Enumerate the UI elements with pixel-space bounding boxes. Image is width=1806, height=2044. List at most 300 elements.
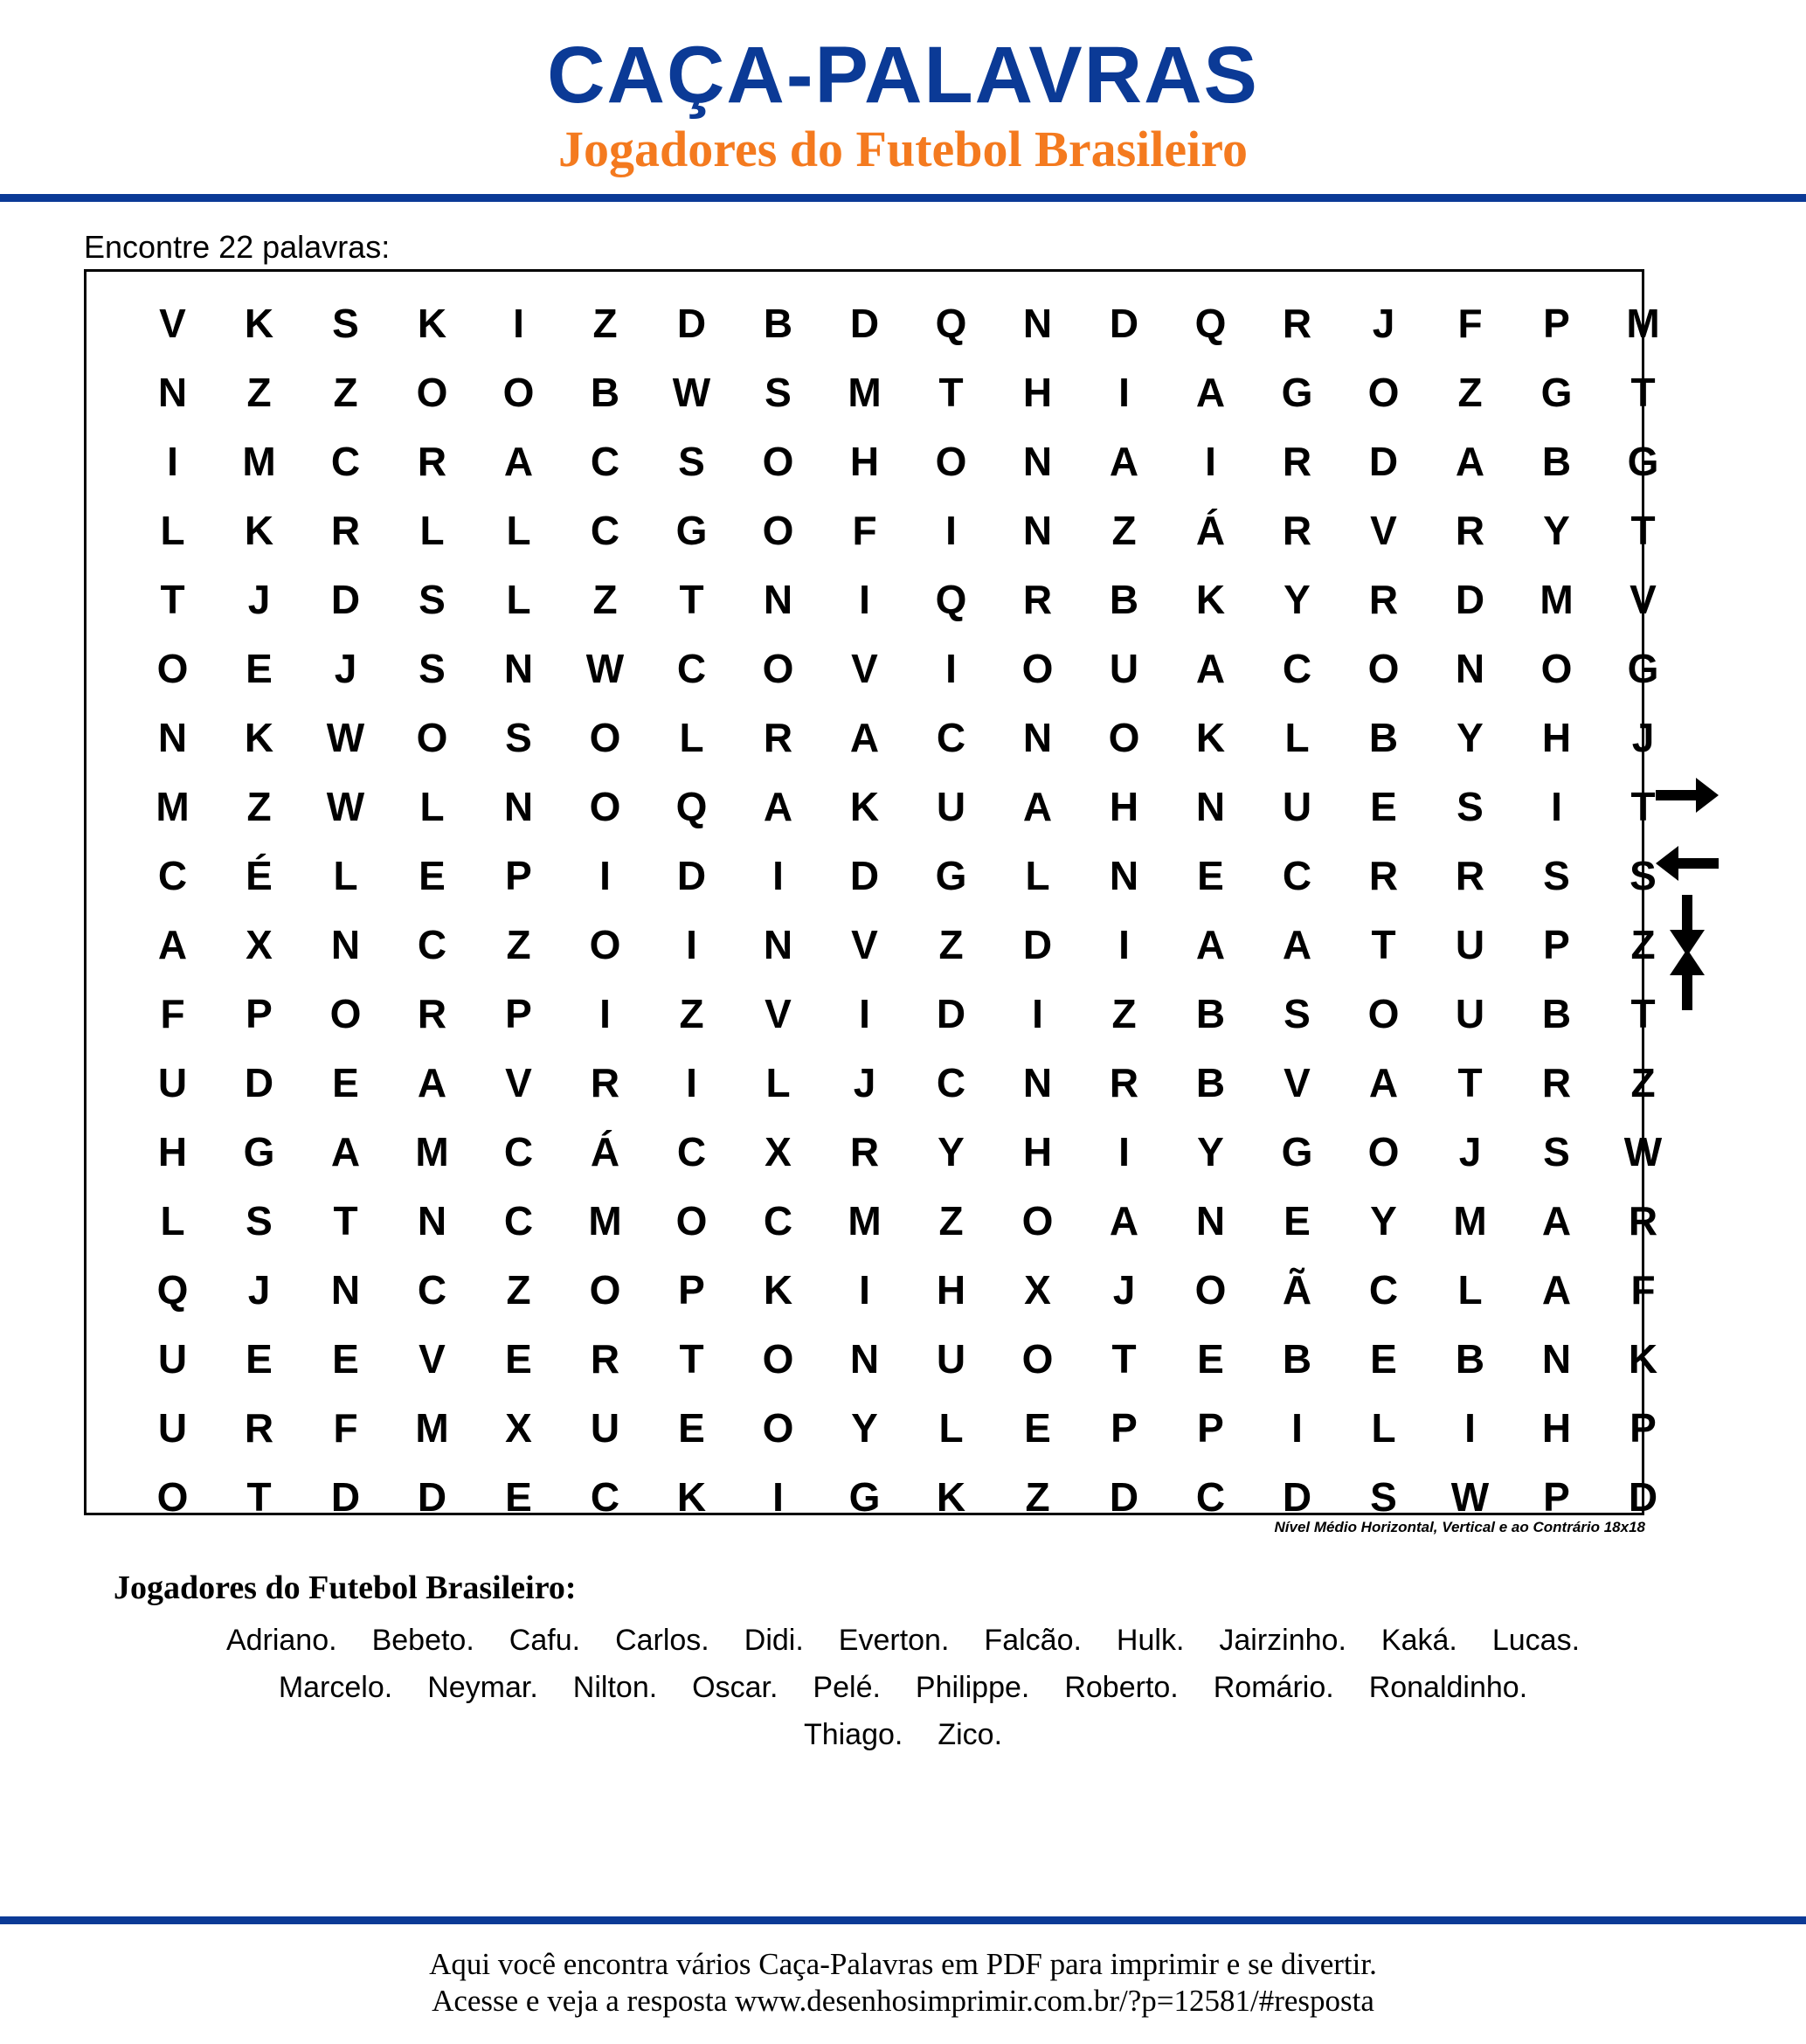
grid-letter[interactable]: V [851, 921, 878, 967]
grid-letter[interactable]: T [1630, 369, 1656, 415]
grid-letter[interactable]: N [1455, 645, 1485, 691]
grid-letter[interactable]: E [678, 1404, 705, 1451]
grid-letter[interactable]: A [1455, 438, 1485, 484]
grid-letter[interactable]: U [1455, 990, 1485, 1036]
grid-letter[interactable]: L [1371, 1404, 1396, 1451]
grid-letter[interactable]: B [1282, 1335, 1312, 1382]
grid-letter[interactable]: Y [938, 1128, 965, 1174]
grid-letter[interactable]: P [505, 990, 532, 1036]
grid-letter[interactable]: W [326, 783, 365, 829]
grid-letter[interactable]: V [1284, 1059, 1311, 1105]
grid-letter[interactable]: O [502, 369, 535, 415]
grid-letter[interactable]: H [849, 438, 880, 484]
grid-letter[interactable]: R [849, 1128, 880, 1174]
grid-letter[interactable]: D [330, 576, 361, 622]
grid-letter[interactable]: Q [156, 1266, 189, 1313]
grid-letter[interactable]: T [938, 369, 964, 415]
grid-letter[interactable]: J [1112, 1266, 1136, 1313]
grid-letter[interactable]: S [1543, 852, 1570, 898]
grid-letter[interactable]: O [1367, 990, 1400, 1036]
grid-letter[interactable]: C [590, 1473, 620, 1520]
grid-letter[interactable]: O [935, 438, 967, 484]
grid-letter[interactable]: A [503, 438, 534, 484]
grid-letter[interactable]: S [1370, 1473, 1397, 1520]
grid-letter[interactable]: R [1368, 576, 1399, 622]
grid-letter[interactable]: C [763, 1197, 793, 1244]
grid-letter[interactable]: C [1195, 1473, 1226, 1520]
grid-letter[interactable]: I [1118, 921, 1130, 967]
grid-letter[interactable]: X [246, 921, 273, 967]
grid-letter[interactable]: Y [1284, 576, 1311, 622]
grid-letter[interactable]: N [1022, 438, 1053, 484]
grid-letter[interactable]: C [590, 438, 620, 484]
grid-letter[interactable]: A [1109, 1197, 1139, 1244]
grid-letter[interactable]: A [1282, 921, 1312, 967]
grid-letter[interactable]: S [419, 645, 446, 691]
grid-letter[interactable]: A [1195, 921, 1226, 967]
grid-letter[interactable]: C [503, 1197, 534, 1244]
grid-letter[interactable]: N [330, 1266, 361, 1313]
grid-letter[interactable]: N [157, 369, 188, 415]
grid-letter[interactable]: I [859, 576, 870, 622]
grid-letter[interactable]: C [417, 1266, 447, 1313]
grid-letter[interactable]: J [334, 645, 357, 691]
grid-letter[interactable]: Z [679, 990, 704, 1036]
grid-letter[interactable]: T [1457, 1059, 1483, 1105]
grid-letter[interactable]: S [765, 369, 792, 415]
grid-letter[interactable]: O [589, 921, 621, 967]
grid-letter[interactable]: C [503, 1128, 534, 1174]
grid-letter[interactable]: N [849, 1335, 880, 1382]
grid-letter[interactable]: X [765, 1128, 792, 1174]
grid-letter[interactable]: I [599, 852, 611, 898]
grid-letter[interactable]: R [1541, 1059, 1572, 1105]
grid-letter[interactable]: T [160, 576, 185, 622]
grid-letter[interactable]: I [1205, 438, 1216, 484]
grid-letter[interactable]: V [419, 1335, 446, 1382]
grid-letter[interactable]: E [1370, 783, 1397, 829]
grid-letter[interactable]: U [936, 783, 966, 829]
grid-letter[interactable]: D [330, 1473, 361, 1520]
grid-letter[interactable]: D [1022, 921, 1053, 967]
grid-letter[interactable]: I [686, 1059, 697, 1105]
grid-letter[interactable]: C [936, 714, 966, 760]
grid-letter[interactable]: G [935, 852, 967, 898]
grid-letter[interactable]: O [589, 783, 621, 829]
grid-letter[interactable]: R [330, 507, 361, 553]
grid-letter[interactable]: A [1195, 369, 1226, 415]
grid-letter[interactable]: O [1540, 645, 1573, 691]
grid-letter[interactable]: O [1108, 714, 1140, 760]
grid-letter[interactable]: A [1541, 1197, 1572, 1244]
grid-letter[interactable]: K [1195, 714, 1226, 760]
grid-letter[interactable]: H [1541, 714, 1572, 760]
grid-letter[interactable]: S [419, 576, 446, 622]
grid-letter[interactable]: A [1195, 645, 1226, 691]
grid-letter[interactable]: J [853, 1059, 876, 1105]
grid-letter[interactable]: K [417, 300, 447, 346]
grid-letter[interactable]: O [589, 1266, 621, 1313]
grid-letter[interactable]: Q [935, 576, 967, 622]
grid-letter[interactable]: N [1109, 852, 1139, 898]
grid-letter[interactable]: H [157, 1128, 188, 1174]
grid-letter[interactable]: A [157, 921, 188, 967]
grid-letter[interactable]: C [676, 645, 707, 691]
grid-letter[interactable]: Z [592, 300, 618, 346]
grid-letter[interactable]: I [945, 507, 957, 553]
grid-letter[interactable]: R [1282, 300, 1312, 346]
grid-letter[interactable]: Z [506, 1266, 531, 1313]
grid-letter[interactable]: N [1022, 714, 1053, 760]
grid-letter[interactable]: S [246, 1197, 273, 1244]
grid-letter[interactable]: R [1455, 852, 1485, 898]
grid-letter[interactable]: O [156, 645, 189, 691]
grid-letter[interactable]: R [244, 1404, 274, 1451]
grid-letter[interactable]: J [247, 1266, 271, 1313]
grid-letter[interactable]: E [505, 1335, 532, 1382]
grid-letter[interactable]: C [590, 507, 620, 553]
grid-letter[interactable]: Z [1457, 369, 1483, 415]
grid-letter[interactable]: A [849, 714, 880, 760]
grid-letter[interactable]: K [936, 1473, 966, 1520]
grid-letter[interactable]: G [1627, 438, 1659, 484]
grid-letter[interactable]: Ã [1282, 1266, 1312, 1313]
grid-letter[interactable]: A [763, 783, 793, 829]
grid-letter[interactable]: H [1022, 369, 1053, 415]
grid-letter[interactable]: V [505, 1059, 532, 1105]
grid-letter[interactable]: T [246, 1473, 272, 1520]
grid-letter[interactable]: V [1370, 507, 1397, 553]
grid-letter[interactable]: J [247, 576, 271, 622]
grid-letter[interactable]: Z [246, 783, 272, 829]
grid-letter[interactable]: C [417, 921, 447, 967]
grid-letter[interactable]: L [333, 852, 358, 898]
grid-letter[interactable]: M [848, 1197, 882, 1244]
grid-letter[interactable]: M [1626, 300, 1660, 346]
grid-letter[interactable]: Y [1543, 507, 1570, 553]
grid-letter[interactable]: O [416, 714, 448, 760]
grid-letter[interactable]: L [160, 1197, 185, 1244]
grid-letter[interactable]: U [157, 1335, 188, 1382]
grid-letter[interactable]: W [585, 645, 625, 691]
grid-letter[interactable]: E [1197, 1335, 1224, 1382]
grid-letter[interactable]: N [503, 645, 534, 691]
grid-letter[interactable]: M [156, 783, 190, 829]
grid-letter[interactable]: Á [590, 1128, 620, 1174]
grid-letter[interactable]: K [244, 714, 274, 760]
grid-letter[interactable]: D [417, 1473, 447, 1520]
grid-letter[interactable]: M [588, 1197, 622, 1244]
grid-letter[interactable]: L [506, 576, 531, 622]
grid-letter[interactable]: L [1025, 852, 1050, 898]
grid-letter[interactable]: N [1195, 783, 1226, 829]
grid-letter[interactable]: F [333, 1404, 358, 1451]
grid-letter[interactable]: U [1455, 921, 1485, 967]
grid-letter[interactable]: M [242, 438, 276, 484]
grid-letter[interactable]: Z [333, 369, 358, 415]
grid-letter[interactable]: U [157, 1404, 188, 1451]
grid-letter[interactable]: J [1631, 714, 1655, 760]
grid-letter[interactable]: C [157, 852, 188, 898]
grid-letter[interactable]: R [1282, 438, 1312, 484]
grid-letter[interactable]: É [246, 852, 273, 898]
grid-letter[interactable]: G [1281, 369, 1313, 415]
grid-letter[interactable]: B [1541, 438, 1572, 484]
grid-letter[interactable]: O [1367, 1128, 1400, 1174]
grid-letter[interactable]: Z [1630, 921, 1656, 967]
grid-letter[interactable]: F [852, 507, 877, 553]
grid-letter[interactable]: I [859, 990, 870, 1036]
grid-letter[interactable]: N [1195, 1197, 1226, 1244]
grid-letter[interactable]: R [1282, 507, 1312, 553]
grid-letter[interactable]: B [1195, 990, 1226, 1036]
grid-letter[interactable]: I [1291, 1404, 1303, 1451]
grid-letter[interactable]: J [1458, 1128, 1482, 1174]
grid-letter[interactable]: L [1457, 1266, 1483, 1313]
grid-letter[interactable]: Z [506, 921, 531, 967]
grid-letter[interactable]: K [244, 507, 274, 553]
grid-letter[interactable]: I [1032, 990, 1043, 1036]
grid-letter[interactable]: R [1022, 576, 1053, 622]
grid-letter[interactable]: O [675, 1197, 708, 1244]
grid-letter[interactable]: T [1630, 783, 1656, 829]
grid-letter[interactable]: G [243, 1128, 275, 1174]
grid-letter[interactable]: Z [938, 921, 964, 967]
grid-letter[interactable]: T [333, 1197, 358, 1244]
grid-letter[interactable]: K [849, 783, 880, 829]
grid-letter[interactable]: O [1021, 1335, 1054, 1382]
grid-letter[interactable]: E [1284, 1197, 1311, 1244]
grid-letter[interactable]: E [1197, 852, 1224, 898]
grid-letter[interactable]: K [763, 1266, 793, 1313]
grid-letter[interactable]: M [415, 1128, 449, 1174]
grid-letter[interactable]: Z [1111, 990, 1137, 1036]
grid-letter[interactable]: E [332, 1335, 359, 1382]
grid-letter[interactable]: M [1453, 1197, 1487, 1244]
grid-letter[interactable]: I [1464, 1404, 1476, 1451]
grid-letter[interactable]: I [772, 852, 784, 898]
grid-letter[interactable]: O [762, 507, 794, 553]
grid-letter[interactable]: R [1455, 507, 1485, 553]
grid-letter[interactable]: L [938, 1404, 964, 1451]
grid-letter[interactable]: U [1282, 783, 1312, 829]
grid-letter[interactable]: N [417, 1197, 447, 1244]
grid-letter[interactable]: R [1368, 852, 1399, 898]
grid-letter[interactable]: G [1540, 369, 1573, 415]
grid-letter[interactable]: T [1111, 1335, 1137, 1382]
grid-letter[interactable]: T [1371, 921, 1396, 967]
grid-letter[interactable]: Y [1197, 1128, 1224, 1174]
grid-letter[interactable]: C [330, 438, 361, 484]
grid-letter[interactable]: O [762, 1335, 794, 1382]
grid-letter[interactable]: W [326, 714, 365, 760]
grid-letter[interactable]: N [1022, 1059, 1053, 1105]
grid-letter[interactable]: L [1284, 714, 1310, 760]
grid-letter[interactable]: O [329, 990, 362, 1036]
grid-letter[interactable]: P [1111, 1404, 1138, 1451]
grid-letter[interactable]: S [1630, 852, 1657, 898]
grid-letter[interactable]: T [679, 1335, 704, 1382]
grid-letter[interactable]: W [672, 369, 711, 415]
grid-letter[interactable]: V [159, 300, 186, 346]
grid-letter[interactable]: M [848, 369, 882, 415]
grid-letter[interactable]: R [417, 990, 447, 1036]
grid-letter[interactable]: R [1628, 1197, 1658, 1244]
grid-letter[interactable]: T [679, 576, 704, 622]
grid-letter[interactable]: Z [1111, 507, 1137, 553]
grid-letter[interactable]: D [936, 990, 966, 1036]
grid-letter[interactable]: O [1021, 645, 1054, 691]
grid-letter[interactable]: I [599, 990, 611, 1036]
grid-letter[interactable]: Q [1194, 300, 1227, 346]
grid-letter[interactable]: S [1457, 783, 1484, 829]
grid-letter[interactable]: P [678, 1266, 705, 1313]
grid-letter[interactable]: V [851, 645, 878, 691]
grid-letter[interactable]: I [1551, 783, 1562, 829]
grid-letter[interactable]: Á [1195, 507, 1226, 553]
grid-letter[interactable]: E [332, 1059, 359, 1105]
grid-letter[interactable]: Z [938, 1197, 964, 1244]
grid-letter[interactable]: D [849, 852, 880, 898]
grid-letter[interactable]: N [503, 783, 534, 829]
grid-letter[interactable]: I [686, 921, 697, 967]
grid-letter[interactable]: Z [1630, 1059, 1656, 1105]
grid-letter[interactable]: B [1455, 1335, 1485, 1382]
grid-letter[interactable]: O [762, 438, 794, 484]
grid-letter[interactable]: B [590, 369, 620, 415]
grid-letter[interactable]: I [945, 645, 957, 691]
grid-letter[interactable]: N [1022, 300, 1053, 346]
grid-letter[interactable]: F [160, 990, 185, 1036]
grid-letter[interactable]: V [1630, 576, 1657, 622]
grid-letter[interactable]: G [1281, 1128, 1313, 1174]
grid-letter[interactable]: L [765, 1059, 791, 1105]
grid-letter[interactable]: H [936, 1266, 966, 1313]
grid-letter[interactable]: P [1543, 300, 1570, 346]
grid-letter[interactable]: S [332, 300, 359, 346]
grid-letter[interactable]: H [1022, 1128, 1053, 1174]
grid-letter[interactable]: G [848, 1473, 881, 1520]
grid-letter[interactable]: X [1024, 1266, 1051, 1313]
grid-letter[interactable]: B [763, 300, 793, 346]
grid-letter[interactable]: E [419, 852, 446, 898]
grid-letter[interactable]: U [1109, 645, 1139, 691]
grid-letter[interactable]: R [763, 714, 793, 760]
grid-letter[interactable]: K [1195, 576, 1226, 622]
grid-letter[interactable]: Z [1025, 1473, 1050, 1520]
grid-letter[interactable]: T [1630, 507, 1656, 553]
grid-letter[interactable]: Z [246, 369, 272, 415]
grid-letter[interactable]: F [1630, 1266, 1656, 1313]
grid-letter[interactable]: M [415, 1404, 449, 1451]
grid-letter[interactable]: L [419, 507, 445, 553]
grid-letter[interactable]: R [590, 1335, 620, 1382]
grid-letter[interactable]: A [1368, 1059, 1399, 1105]
grid-letter[interactable]: F [1457, 300, 1483, 346]
grid-letter[interactable]: P [1630, 1404, 1657, 1451]
grid-letter[interactable]: B [1195, 1059, 1226, 1105]
grid-letter[interactable]: I [167, 438, 178, 484]
grid-letter[interactable]: C [936, 1059, 966, 1105]
grid-letter[interactable]: O [156, 1473, 189, 1520]
grid-letter[interactable]: K [1628, 1335, 1658, 1382]
grid-letter[interactable]: D [849, 300, 880, 346]
grid-letter[interactable]: O [762, 645, 794, 691]
grid-letter[interactable]: U [936, 1335, 966, 1382]
grid-letter[interactable]: S [1543, 1128, 1570, 1174]
grid-letter[interactable]: X [505, 1404, 532, 1451]
grid-letter[interactable]: S [678, 438, 705, 484]
grid-letter[interactable]: N [1541, 1335, 1572, 1382]
grid-letter[interactable]: O [1367, 369, 1400, 415]
grid-letter[interactable]: P [1197, 1404, 1224, 1451]
grid-letter[interactable]: D [1282, 1473, 1312, 1520]
grid-letter[interactable]: R [417, 438, 447, 484]
grid-letter[interactable]: Q [675, 783, 708, 829]
grid-letter[interactable]: N [763, 921, 793, 967]
grid-letter[interactable]: A [1022, 783, 1053, 829]
grid-letter[interactable]: U [590, 1404, 620, 1451]
grid-letter[interactable]: T [1630, 990, 1656, 1036]
grid-letter[interactable]: O [589, 714, 621, 760]
grid-letter[interactable]: R [590, 1059, 620, 1105]
grid-letter[interactable]: S [505, 714, 532, 760]
grid-letter[interactable]: C [1282, 645, 1312, 691]
grid-letter[interactable]: D [1109, 1473, 1139, 1520]
grid-letter[interactable]: G [675, 507, 708, 553]
grid-letter[interactable]: C [1282, 852, 1312, 898]
grid-letter[interactable]: E [1370, 1335, 1397, 1382]
grid-letter[interactable]: D [1368, 438, 1399, 484]
grid-letter[interactable]: L [679, 714, 704, 760]
grid-letter[interactable]: K [676, 1473, 707, 1520]
grid-letter[interactable]: V [765, 990, 792, 1036]
grid-letter[interactable]: E [246, 645, 273, 691]
grid-letter[interactable]: I [772, 1473, 784, 1520]
grid-letter[interactable]: N [763, 576, 793, 622]
grid-letter[interactable]: B [1541, 990, 1572, 1036]
grid-letter[interactable]: Y [1370, 1197, 1397, 1244]
grid-letter[interactable]: D [1109, 300, 1139, 346]
grid-letter[interactable]: A [1541, 1266, 1572, 1313]
grid-letter[interactable]: E [246, 1335, 273, 1382]
grid-letter[interactable]: R [1109, 1059, 1139, 1105]
grid-letter[interactable]: O [416, 369, 448, 415]
grid-letter[interactable]: S [1284, 990, 1311, 1036]
grid-letter[interactable]: D [1628, 1473, 1658, 1520]
grid-letter[interactable]: O [1021, 1197, 1054, 1244]
grid-letter[interactable]: L [419, 783, 445, 829]
grid-letter[interactable]: P [1543, 1473, 1570, 1520]
grid-letter[interactable]: A [417, 1059, 447, 1105]
grid-letter[interactable]: B [1368, 714, 1399, 760]
grid-letter[interactable]: I [1118, 1128, 1130, 1174]
grid-letter[interactable]: Y [851, 1404, 878, 1451]
grid-letter[interactable]: I [859, 1266, 870, 1313]
grid-letter[interactable]: I [1118, 369, 1130, 415]
grid-letter[interactable]: O [1367, 645, 1400, 691]
grid-letter[interactable]: K [244, 300, 274, 346]
grid-letter[interactable]: D [676, 852, 707, 898]
grid-letter[interactable]: B [1109, 576, 1139, 622]
grid-letter[interactable]: C [676, 1128, 707, 1174]
grid-letter[interactable]: E [1024, 1404, 1051, 1451]
grid-letter[interactable]: L [160, 507, 185, 553]
grid-letter[interactable]: H [1109, 783, 1139, 829]
grid-letter[interactable]: N [157, 714, 188, 760]
grid-letter[interactable]: Z [592, 576, 618, 622]
grid-letter[interactable]: U [157, 1059, 188, 1105]
